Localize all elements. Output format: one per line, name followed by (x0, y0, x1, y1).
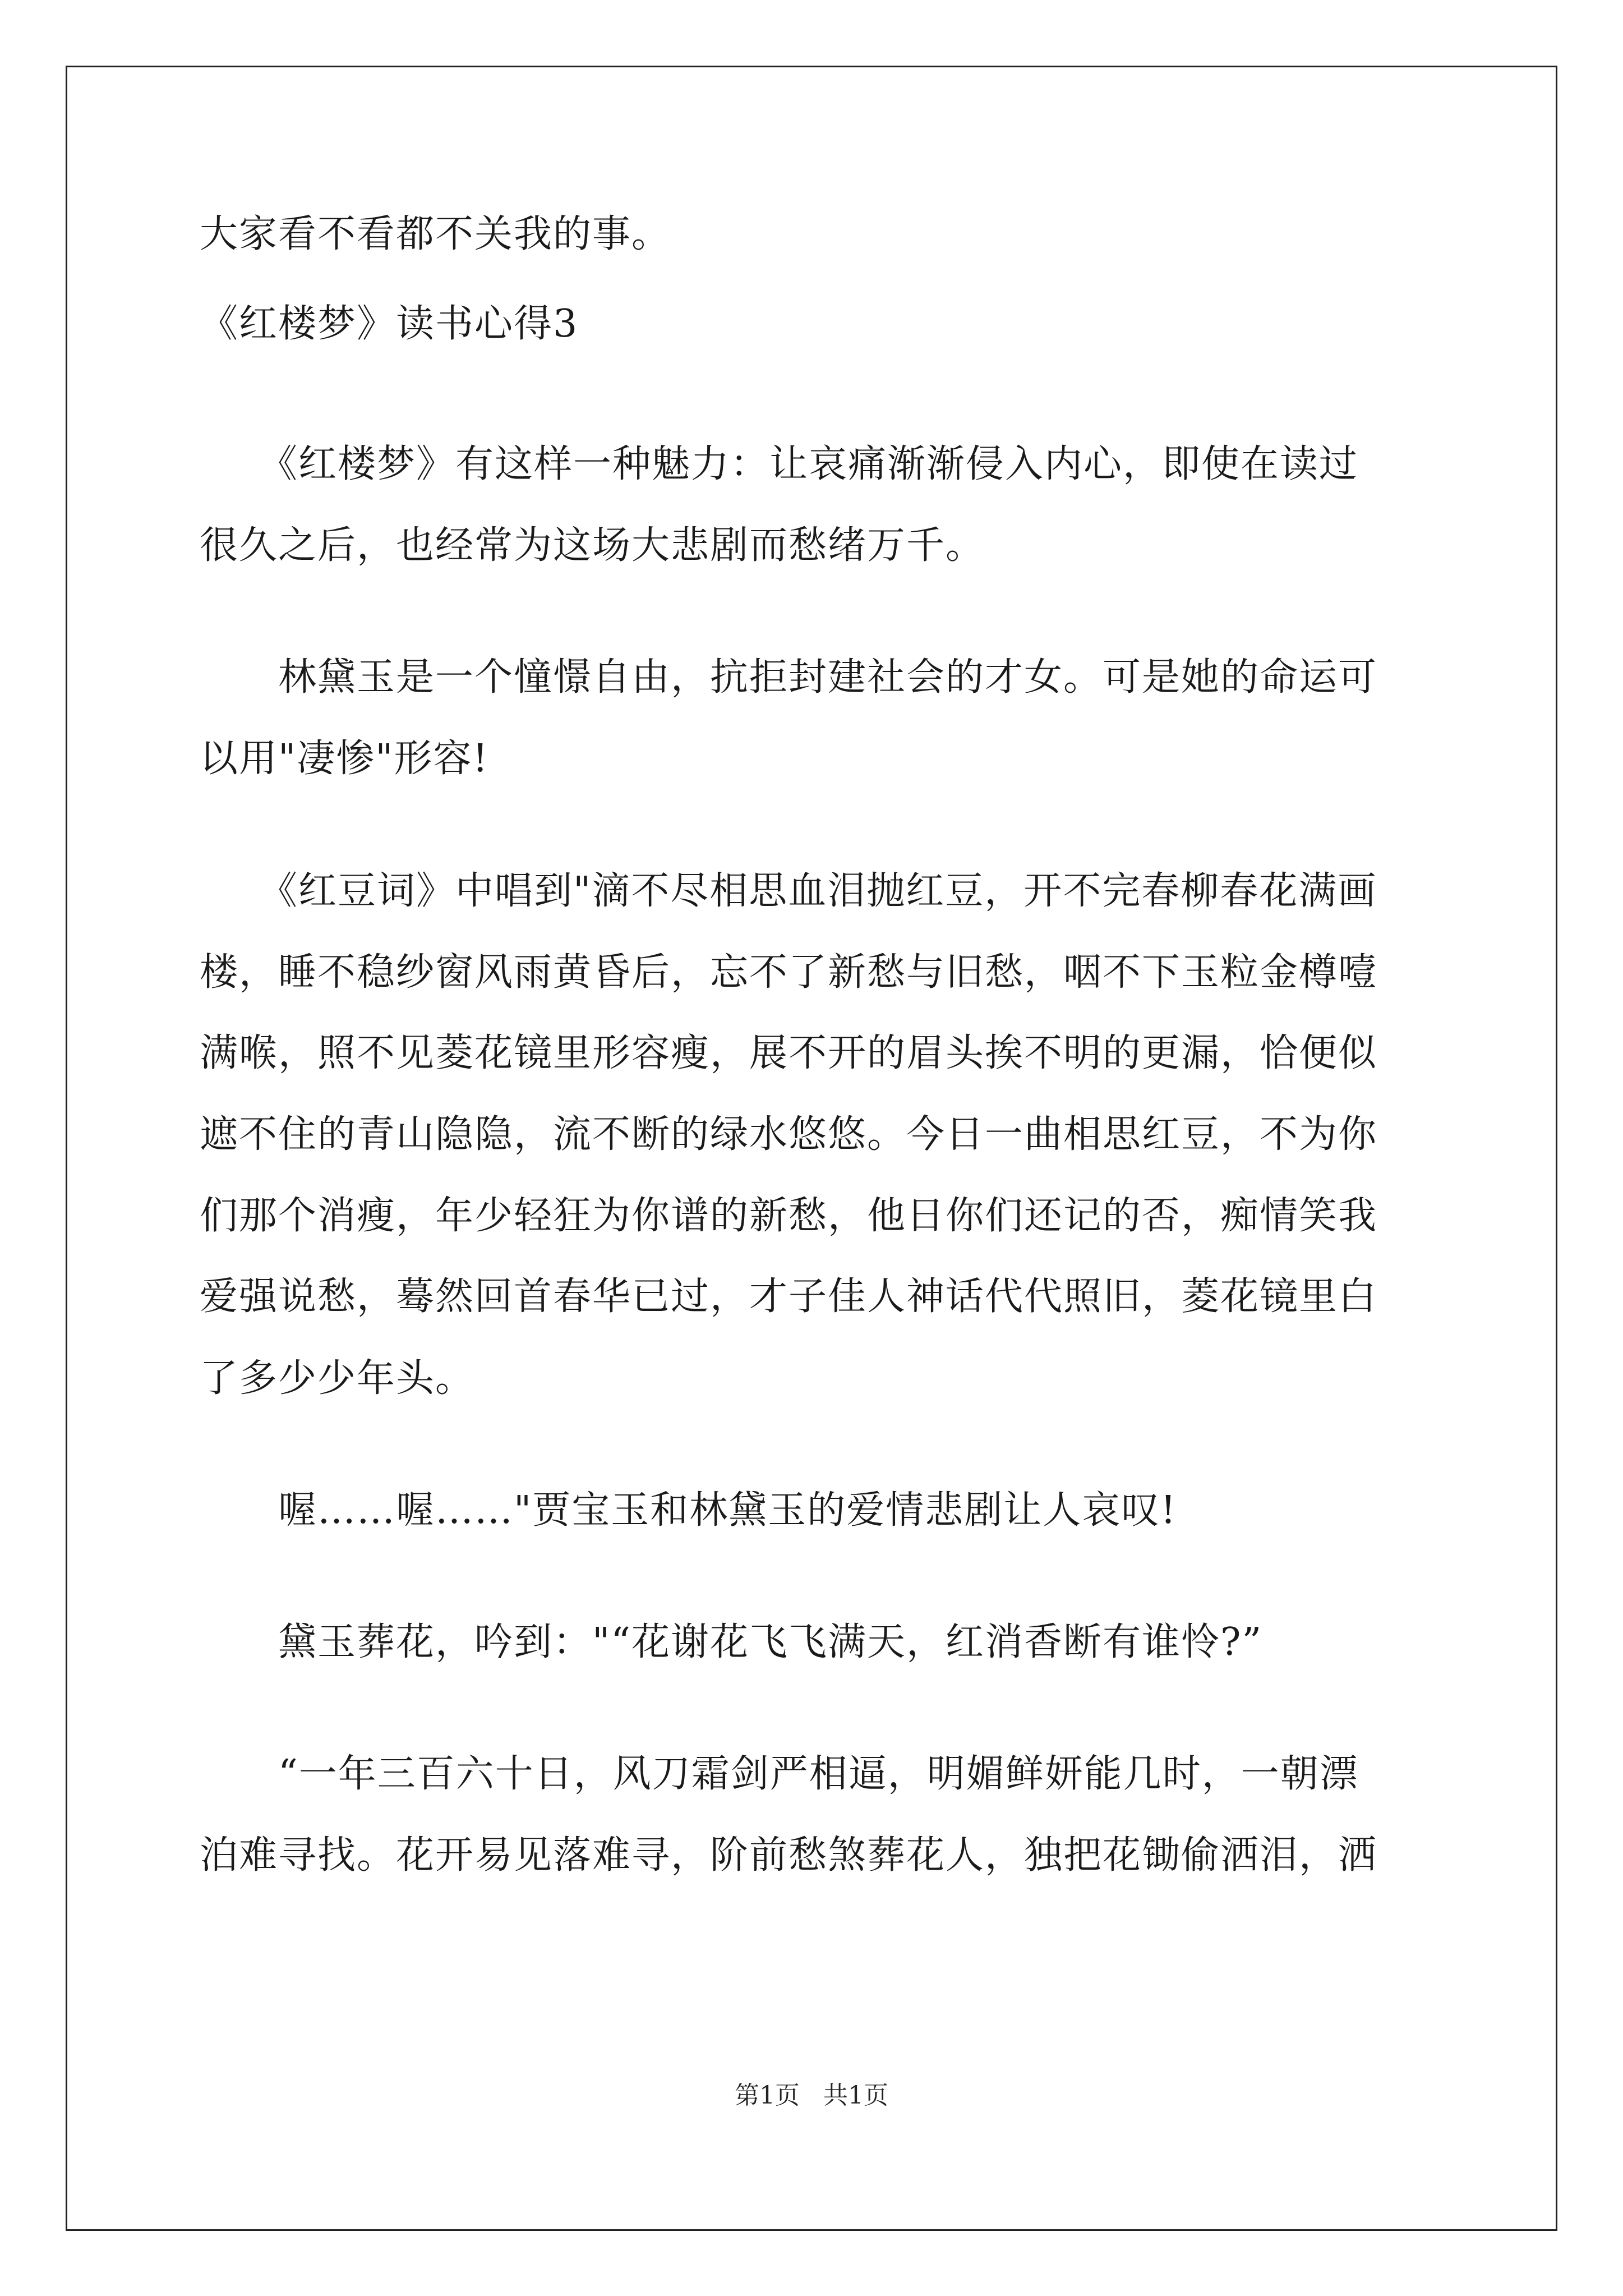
text-line: 很久之后，也经常为这场大悲剧而愁绪万千。 (200, 523, 985, 568)
text-line: 《红豆词》中唱到"滴不尽相思血泪抛红豆，开不完春柳春花满画 (200, 869, 1377, 913)
text-line: 林黛玉是一个憧憬自由，抗拒封建社会的才女。可是她的命运可 (200, 655, 1378, 700)
page-footer (0, 2080, 1623, 2111)
text-line: 泊难寻找。花开易见落难寻，阶前愁煞葬花人，独把花锄偷洒泪，洒 (200, 1833, 1378, 1878)
text-line: 黛玉葬花，吟到："“花谢花飞飞满天，红消香断有谁怜?” (200, 1620, 1263, 1664)
text-line: 大家看不看都不关我的事。 (200, 212, 671, 256)
text-line: 了多少少年头。 (200, 1356, 475, 1401)
text-line: 《红楼梦》有这样一种魅力：让哀痛渐渐侵入内心，即使在读过 (200, 442, 1359, 486)
page-total: 共1页 (823, 2081, 888, 2110)
text-line: 以用"凄惨"形容! (200, 737, 489, 781)
page-number: 第1页 (735, 2081, 800, 2110)
text-line: 遮不住的青山隐隐，流不断的绿水悠悠。今日一曲相思红豆，不为你 (200, 1112, 1378, 1157)
text-line: 楼，睡不稳纱窗风雨黄昏后，忘不了新愁与旧愁，咽不下玉粒金樽噎 (200, 950, 1378, 995)
text-line: 爱强说愁，蓦然回首春华已过，才子佳人神话代代照旧，菱花镜里白 (200, 1274, 1378, 1319)
text-line: 满喉，照不见菱花镜里形容瘦，展不开的眉头挨不明的更漏，恰便似 (200, 1031, 1378, 1075)
text-line: “一年三百六十日，风刀霜剑严相逼，明媚鲜妍能几时，一朝漂 (200, 1752, 1359, 1796)
text-line: 喔……喔……"贾宝玉和林黛玉的爱情悲剧让人哀叹! (200, 1488, 1177, 1533)
text-line: 们那个消瘦，年少轻狂为你谱的新愁，他日你们还记的否，痴情笑我 (200, 1194, 1378, 1238)
section-heading: 《红楼梦》读书心得3 (200, 302, 579, 346)
